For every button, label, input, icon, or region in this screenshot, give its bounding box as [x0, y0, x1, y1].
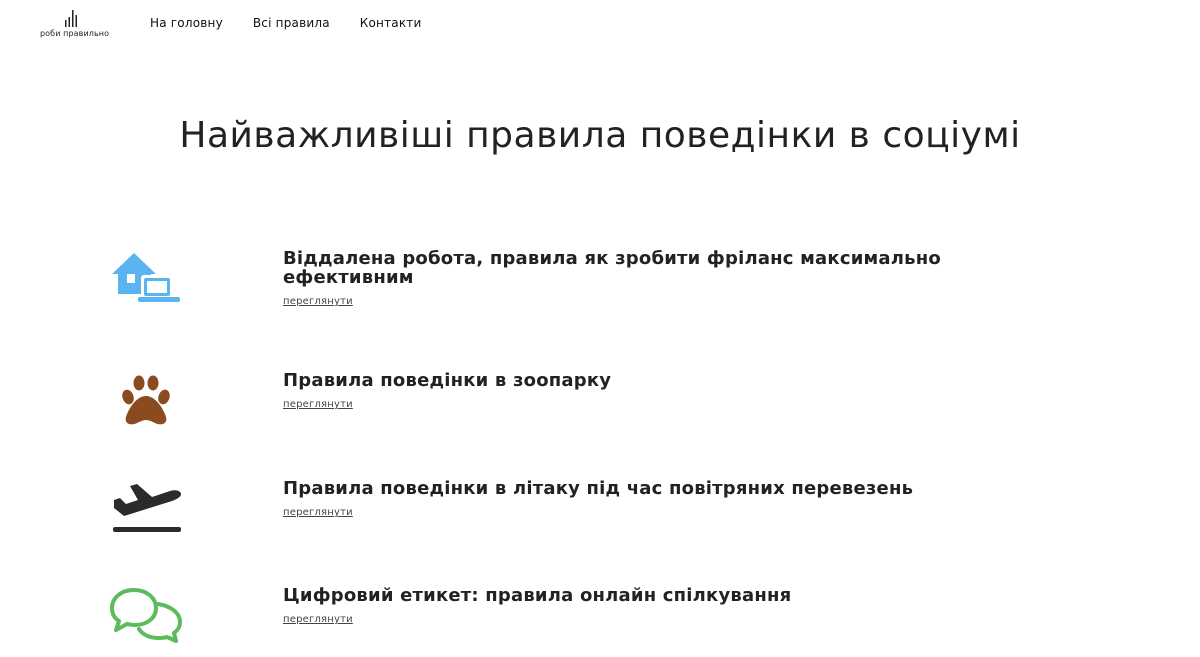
rule-title[interactable]: Цифровий етикет: правила онлайн спілкування: [283, 585, 792, 606]
view-link[interactable]: переглянути: [283, 399, 353, 410]
logo-text: роби правильно: [40, 29, 110, 38]
bar-chart-logo-icon: [64, 8, 82, 28]
rule-text: [283, 479, 943, 519]
rule-title[interactable]: Віддалена робота, правила як зробити фріланс максимально ефективним: [283, 248, 941, 288]
nav-all-rules-link[interactable]: Всі правила: [252, 16, 330, 30]
nav-home-link[interactable]: На головну: [150, 16, 223, 30]
paw-icon: [108, 372, 184, 436]
remote-work-icon: [108, 248, 184, 312]
view-link[interactable]: переглянути: [283, 507, 353, 518]
chat-bubbles-icon: [108, 586, 184, 650]
rule-title[interactable]: Правила поведінки в зоопарку: [283, 370, 612, 391]
rule-title[interactable]: Правила поведінки в літаку під час повітряних перевезень: [283, 478, 914, 499]
rule-text: [283, 586, 943, 626]
main-nav: [150, 16, 451, 30]
airplane-departure-icon: [108, 480, 184, 544]
site-logo[interactable]: [40, 8, 110, 40]
nav-contacts-link[interactable]: Контакти: [359, 16, 422, 30]
view-link[interactable]: переглянути: [283, 614, 353, 625]
rule-text: [283, 249, 943, 308]
site-header: [0, 0, 1200, 50]
page-title: Найважливіші правила поведінки в соціумі: [179, 115, 1021, 156]
rule-text: [283, 371, 943, 411]
view-link[interactable]: переглянути: [283, 296, 353, 307]
